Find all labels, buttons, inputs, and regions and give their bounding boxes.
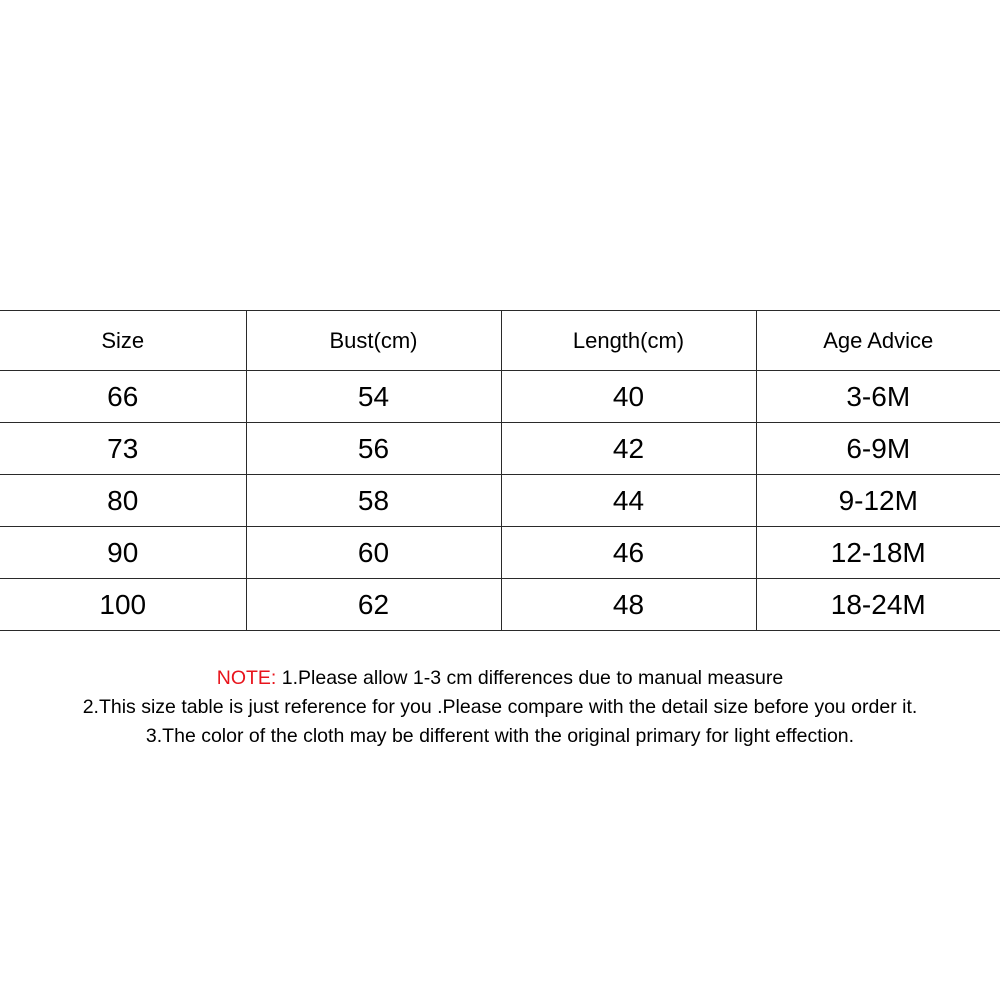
header-size: Size — [0, 311, 246, 371]
note-line-3: 3.The color of the cloth may be different with the original primary for light effection. — [145, 725, 855, 747]
table-header-row — [0, 311, 1000, 371]
cell-age-advice: 6-9M — [756, 423, 1000, 475]
table-row — [0, 371, 1000, 423]
header-bust: Bust(cm) — [246, 311, 501, 371]
cell-age-advice: 18-24M — [756, 579, 1000, 631]
cell-bust: 54 — [246, 371, 501, 423]
header-length: Length(cm) — [501, 311, 756, 371]
table-row — [0, 423, 1000, 475]
cell-bust: 56 — [246, 423, 501, 475]
note-tag: NOTE: — [216, 667, 277, 689]
cell-length: 42 — [501, 423, 756, 475]
header-age-advice: Age Advice — [756, 311, 1000, 371]
table-row — [0, 527, 1000, 579]
cell-length: 48 — [501, 579, 756, 631]
cell-length: 46 — [501, 527, 756, 579]
cell-age-advice: 3-6M — [756, 371, 1000, 423]
cell-size: 73 — [0, 423, 246, 475]
cell-bust: 58 — [246, 475, 501, 527]
cell-size: 100 — [0, 579, 246, 631]
size-table — [0, 310, 1000, 631]
size-notes — [0, 664, 1000, 751]
note-line-2: 2.This size table is just reference for you .Please compare with the detail size before you order it. — [82, 696, 918, 718]
cell-age-advice: 12-18M — [756, 527, 1000, 579]
table-row — [0, 579, 1000, 631]
note-line-1 — [0, 664, 1000, 693]
note-text-1: 1.Please allow 1-3 cm differences due to manual measure — [276, 667, 784, 689]
cell-size: 90 — [0, 527, 246, 579]
cell-length: 44 — [501, 475, 756, 527]
cell-size: 66 — [0, 371, 246, 423]
table-row — [0, 475, 1000, 527]
cell-bust: 60 — [246, 527, 501, 579]
cell-size: 80 — [0, 475, 246, 527]
cell-bust: 62 — [246, 579, 501, 631]
cell-length: 40 — [501, 371, 756, 423]
cell-age-advice: 9-12M — [756, 475, 1000, 527]
